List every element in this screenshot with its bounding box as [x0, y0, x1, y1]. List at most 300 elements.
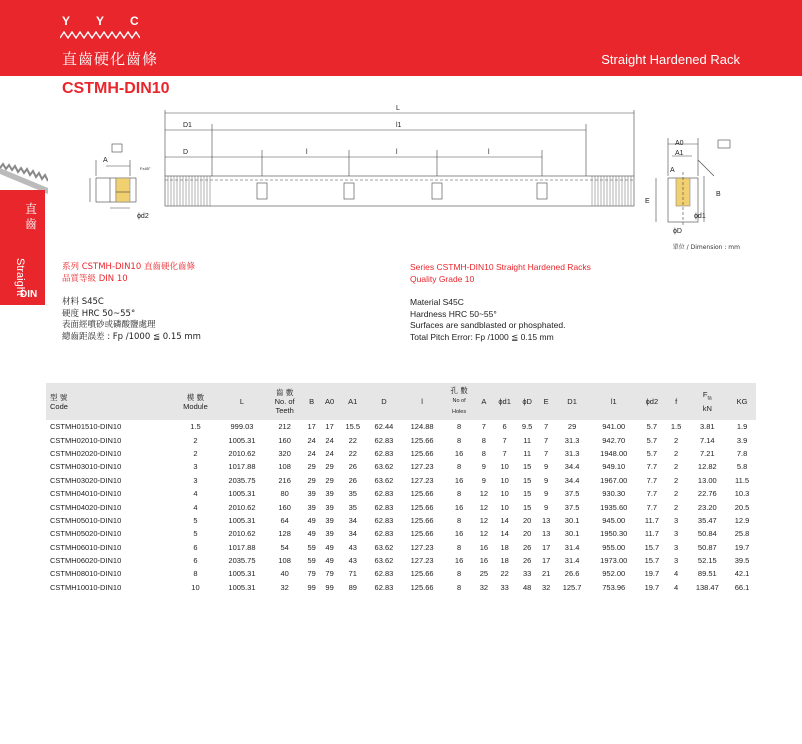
table-cell: 26 — [522, 556, 532, 566]
col-code: 型 號 Code — [50, 392, 68, 411]
table-cell: 1017.88 — [228, 462, 256, 472]
table-cell: 2 — [674, 448, 679, 458]
table-cell: 12 — [479, 502, 489, 512]
table-cell: 62.83 — [374, 435, 394, 445]
table-row — [46, 487, 756, 500]
table-cell: 39 — [325, 515, 334, 525]
table-cell: 23.20 — [697, 502, 717, 512]
table-cell: 320 — [278, 448, 291, 458]
table-cell: 3 — [674, 529, 679, 539]
cell-code: CSTMH02010-DIN10 — [50, 435, 122, 445]
table-cell: 11.5 — [735, 475, 750, 485]
col-l: l — [421, 397, 423, 406]
table-cell: 6 — [502, 422, 507, 432]
table-cell: 19.7 — [734, 542, 750, 552]
table-cell: 8 — [456, 422, 462, 432]
table-cell: 33 — [500, 582, 509, 592]
table-cell: 4 — [674, 582, 679, 592]
table-cell: 2010.62 — [228, 448, 256, 458]
table-cell: 32 — [479, 582, 489, 592]
table-cell: 1017.88 — [228, 542, 256, 552]
table-cell: 2 — [674, 489, 679, 499]
col-d2: ϕd2 — [645, 397, 659, 406]
cell-code: CSTMH06020-DIN10 — [50, 556, 122, 566]
table-cell: 64 — [280, 515, 289, 525]
table-cell: 30.1 — [564, 515, 580, 525]
cell-code: CSTMH06010-DIN10 — [50, 542, 122, 552]
table-cell: 25 — [479, 569, 489, 579]
table-cell: 99 — [325, 582, 334, 592]
brand-logo — [62, 14, 164, 28]
table-cell: 24 — [307, 435, 316, 445]
table-cell: 2010.62 — [228, 529, 256, 539]
table-cell: 125.7 — [562, 582, 582, 592]
table-cell: 127.23 — [410, 556, 434, 566]
info-cn-block — [62, 262, 201, 343]
label-chamfer: Fx45° — [140, 166, 151, 171]
table-row — [46, 581, 756, 594]
table-cell: 10 — [191, 582, 200, 592]
table-row — [46, 554, 756, 567]
label-E: E — [645, 198, 650, 205]
hardness-en: Hardness HRC 50~55° — [410, 308, 497, 319]
table-cell: 108 — [278, 462, 291, 472]
table-cell: 19.7 — [644, 582, 660, 592]
table-cell: 8 — [456, 515, 462, 525]
table-cell: 63.62 — [374, 462, 394, 472]
table-cell: 8 — [456, 542, 462, 552]
table-cell: 1005.31 — [228, 582, 256, 592]
table-cell: 10 — [500, 475, 509, 485]
table-cell: 9.5 — [521, 422, 533, 432]
table-cell: 29 — [567, 422, 577, 432]
table-cell: 63.62 — [374, 475, 394, 485]
table-cell: 35.47 — [697, 515, 717, 525]
table-cell: 3 — [674, 515, 679, 525]
table-cell: 7.7 — [646, 475, 658, 485]
table-row — [46, 567, 756, 580]
table-cell: 8 — [456, 569, 462, 579]
table-cell: 216 — [278, 475, 291, 485]
table-cell: 14 — [500, 515, 509, 525]
table-cell: 63.62 — [374, 542, 394, 552]
table-cell: 19.7 — [644, 569, 660, 579]
table-cell: 12.82 — [697, 462, 717, 472]
quality-en: Quality Grade 10 — [410, 273, 475, 284]
table-cell: 59 — [307, 542, 316, 552]
table-cell: 22 — [348, 435, 357, 445]
table-cell: 15 — [522, 475, 532, 485]
table-cell: 1935.60 — [600, 502, 628, 512]
table-cell: 6 — [193, 542, 198, 552]
label-l: l — [396, 149, 398, 156]
table-row — [46, 433, 756, 446]
info-en-block — [410, 262, 591, 343]
table-cell: 15 — [522, 462, 532, 472]
table-cell: 5.7 — [646, 422, 658, 432]
table-cell: 8 — [481, 448, 486, 458]
table-cell: 9 — [544, 502, 549, 512]
table-cell: 22.76 — [697, 489, 717, 499]
brand-zigzag-icon — [60, 31, 140, 39]
col-l1: l1 — [610, 397, 617, 406]
table-cell: 2 — [674, 435, 679, 445]
table-row — [46, 514, 756, 527]
table-cell: 43 — [348, 556, 357, 566]
table-cell: 125.66 — [410, 435, 434, 445]
table-cell: 1950.30 — [600, 529, 628, 539]
table-cell: 127.23 — [410, 462, 434, 472]
table-cell: 80 — [280, 489, 289, 499]
table-cell: 2 — [674, 462, 679, 472]
table-cell: 2 — [674, 502, 679, 512]
pitch-error-cn: 總齒距誤差 : Fp /1000 ≦ 0.15 mm — [62, 331, 201, 342]
table-cell: 34 — [348, 529, 357, 539]
table-cell: 22 — [500, 569, 509, 579]
rack-gear-icon — [0, 160, 48, 194]
table-cell: 2010.62 — [228, 502, 256, 512]
table-cell: 5 — [193, 515, 198, 525]
table-cell: 949.10 — [602, 462, 626, 472]
label-phi-d1: ϕd1 — [694, 213, 706, 220]
table-cell: 62.83 — [374, 529, 394, 539]
table-cell: 16 — [454, 475, 464, 485]
col-teeth: 齒 數 No. of Teeth — [274, 388, 295, 415]
table-cell: 127.23 — [410, 475, 434, 485]
table-cell: 8 — [481, 435, 486, 445]
table-cell: 26 — [522, 542, 532, 552]
table-cell: 125.66 — [410, 529, 434, 539]
table-cell: 10 — [500, 489, 509, 499]
col-module: 模 數 Module — [183, 392, 208, 411]
table-cell: 16 — [454, 529, 464, 539]
table-cell: 12 — [479, 489, 489, 499]
table-cell: 1.5 — [670, 422, 682, 432]
table-cell: 24 — [325, 448, 334, 458]
table-cell: 11.7 — [644, 529, 659, 539]
table-cell: 15.7 — [644, 556, 660, 566]
table-cell: 7 — [502, 448, 507, 458]
table-cell: 25.8 — [734, 529, 750, 539]
table-cell: 31.4 — [564, 556, 580, 566]
label-l: l — [488, 149, 490, 156]
table-cell: 9 — [544, 489, 549, 499]
table-cell: 2 — [193, 435, 198, 445]
label-phi-d2: ϕd2 — [137, 213, 149, 220]
table-cell: 9 — [481, 462, 486, 472]
table-row — [46, 527, 756, 540]
table-cell: 15.5 — [345, 422, 361, 432]
table-cell: 125.66 — [410, 448, 434, 458]
table-cell: 37.5 — [564, 489, 580, 499]
table-cell: 29 — [325, 475, 334, 485]
table-cell: 952.00 — [602, 569, 626, 579]
table-cell: 13.00 — [697, 475, 717, 485]
technical-drawing — [60, 96, 750, 246]
table-cell: 8 — [456, 489, 462, 499]
table-cell: 1005.31 — [228, 569, 256, 579]
table-cell: 35 — [348, 489, 357, 499]
table-cell: 3 — [193, 462, 198, 472]
table-cell: 62.83 — [374, 502, 394, 512]
label-A0: A0 — [675, 140, 684, 147]
table-row — [46, 420, 756, 433]
table-cell: 941.00 — [602, 422, 626, 432]
table-cell: 930.30 — [602, 489, 626, 499]
table-cell: 7 — [502, 435, 507, 445]
table-cell: 31.3 — [564, 435, 580, 445]
cell-code: CSTMH04010-DIN10 — [50, 489, 122, 499]
table-cell: 49 — [307, 529, 316, 539]
series-en: Series CSTMH-DIN10 Straight Hardened Racks — [410, 262, 591, 272]
table-cell: 212 — [278, 422, 291, 432]
cell-code: CSTMH01510-DIN10 — [50, 422, 122, 432]
table-cell: 1.9 — [736, 422, 748, 432]
front-view — [90, 144, 136, 208]
table-cell: 43 — [348, 542, 357, 552]
table-cell: 11.7 — [644, 515, 659, 525]
table-cell: 11 — [523, 448, 532, 458]
table-cell: 1005.31 — [228, 435, 256, 445]
table-cell: 15.7 — [644, 542, 660, 552]
table-cell: 40 — [280, 569, 289, 579]
table-cell: 128 — [278, 529, 291, 539]
table-cell: 3 — [193, 475, 198, 485]
table-cell: 7 — [481, 422, 486, 432]
table-cell: 62.83 — [374, 569, 394, 579]
table-cell: 49 — [307, 515, 316, 525]
table-cell: 49 — [325, 556, 334, 566]
brand-letter: C — [130, 14, 142, 28]
table-cell: 62.44 — [374, 422, 394, 432]
table-cell: 99 — [307, 582, 316, 592]
table-cell: 15 — [522, 489, 532, 499]
table-cell: 17 — [541, 556, 551, 566]
table-cell: 125.66 — [410, 489, 434, 499]
table-cell: 7.7 — [646, 462, 658, 472]
table-cell: 20 — [522, 529, 532, 539]
table-cell: 16 — [454, 502, 464, 512]
header-title-en: Straight Hardened Rack — [601, 52, 740, 67]
table-cell: 1005.31 — [228, 515, 256, 525]
material-cn: 材料 S45C — [62, 297, 104, 307]
table-cell: 10 — [500, 462, 509, 472]
table-cell: 39 — [307, 502, 316, 512]
table-cell: 16 — [454, 448, 464, 458]
table-cell: 24 — [325, 435, 334, 445]
table-cell: 3.81 — [699, 422, 715, 432]
table-row — [46, 447, 756, 460]
table-cell: 9 — [481, 475, 486, 485]
table-cell: 59 — [307, 556, 316, 566]
table-cell: 1967.00 — [600, 475, 628, 485]
table-cell: 160 — [278, 435, 291, 445]
table-row — [46, 460, 756, 473]
end-view — [656, 138, 730, 226]
table-cell: 66.1 — [734, 582, 750, 592]
table-cell: 12 — [479, 515, 489, 525]
side-tab-en: Straight — [14, 258, 26, 296]
table-cell: 10.3 — [734, 489, 750, 499]
table-cell: 999.03 — [230, 422, 254, 432]
table-cell: 12.9 — [734, 515, 750, 525]
table-cell: 9 — [544, 462, 549, 472]
side-tab-cn: 直齒 — [25, 202, 38, 231]
table-cell: 9 — [544, 475, 549, 485]
table-cell: 62.83 — [374, 582, 394, 592]
table-cell: 3.9 — [736, 435, 748, 445]
table-cell: 12 — [479, 529, 489, 539]
label-l: l — [306, 149, 308, 156]
series-cn: 系列 CSTMH-DIN10 直齒硬化齒條 — [62, 262, 195, 272]
table-cell: 30.1 — [564, 529, 580, 539]
table-cell: 127.23 — [410, 542, 434, 552]
table-cell: 13 — [541, 529, 551, 539]
table-cell: 48 — [522, 582, 532, 592]
table-cell: 79 — [325, 569, 334, 579]
cell-code: CSTMH08010-DIN10 — [50, 569, 122, 579]
label-A: A — [670, 167, 675, 174]
col-B: B — [309, 397, 315, 406]
table-cell: 10 — [500, 502, 509, 512]
table-cell: 3 — [674, 556, 679, 566]
table-cell: 1973.00 — [600, 556, 628, 566]
table-cell: 8 — [193, 569, 198, 579]
table-cell: 5 — [193, 529, 198, 539]
table-cell: 34.4 — [564, 462, 580, 472]
table-header-row — [46, 383, 756, 420]
table-cell: 1.5 — [190, 422, 201, 432]
table-cell: 32 — [280, 582, 289, 592]
table-cell: 18 — [500, 542, 509, 552]
table-cell: 39.5 — [734, 556, 750, 566]
table-cell: 52.15 — [697, 556, 717, 566]
label-l1: l1 — [396, 122, 402, 129]
surface-cn: 表面經噴砂或磷酸鹽處理 — [62, 320, 156, 330]
col-E: E — [543, 397, 549, 406]
table-cell: 1948.00 — [600, 448, 628, 458]
table-cell: 7.21 — [699, 448, 715, 458]
table-cell: 124.88 — [410, 422, 434, 432]
cell-code: CSTMH03010-DIN10 — [50, 462, 122, 472]
hardness-cn: 硬度 HRC 50~55° — [62, 308, 136, 319]
table-cell: 33 — [522, 569, 532, 579]
table-cell: 11 — [523, 435, 532, 445]
pitch-error-en: Total Pitch Error: Fp /1000 ≦ 0.15 mm — [410, 331, 554, 342]
table-cell: 6 — [193, 556, 198, 566]
table-cell: 16 — [479, 556, 489, 566]
cell-code: CSTMH05020-DIN10 — [50, 529, 122, 539]
table-cell: 39 — [325, 489, 334, 499]
table-cell: 50.84 — [697, 529, 717, 539]
header-title-cn: 直齒硬化齒條 — [62, 50, 159, 68]
col-L: L — [239, 397, 245, 406]
cell-code: CSTMH02020-DIN10 — [50, 448, 122, 458]
table-cell: 18 — [500, 556, 509, 566]
table-cell: 29 — [307, 475, 316, 485]
label-A: A — [103, 157, 108, 164]
col-f: f — [675, 397, 678, 406]
table-cell: 79 — [307, 569, 316, 579]
table-cell: 89 — [348, 582, 357, 592]
surface-en: Surfaces are sandblasted or phosphated. — [410, 320, 566, 330]
table-cell: 17 — [325, 422, 334, 432]
table-cell: 5.8 — [736, 462, 748, 472]
cell-code: CSTMH05010-DIN10 — [50, 515, 122, 525]
table-cell: 42.1 — [734, 569, 750, 579]
table-cell: 39 — [325, 529, 334, 539]
table-row — [46, 500, 756, 513]
col-d1: ϕd1 — [498, 397, 511, 406]
table-cell: 2035.75 — [228, 475, 256, 485]
table-cell: 125.66 — [410, 502, 434, 512]
table-cell: 5.7 — [646, 435, 658, 445]
table-row — [46, 474, 756, 487]
brand-letter: Y — [96, 14, 108, 28]
side-tab-din: DIN — [20, 289, 38, 300]
table-cell: 4 — [193, 502, 198, 512]
table-cell: 17 — [307, 422, 316, 432]
table-cell: 89.51 — [697, 569, 717, 579]
table-cell: 22 — [348, 448, 357, 458]
table-cell: 8 — [456, 435, 462, 445]
product-code: CSTMH-DIN10 — [62, 80, 170, 97]
table-cell: 14 — [500, 529, 509, 539]
table-cell: 26 — [348, 462, 357, 472]
table-cell: 20 — [522, 515, 532, 525]
table-cell: 945.00 — [602, 515, 626, 525]
col-D1: D1 — [567, 397, 577, 406]
col-D: D — [381, 397, 387, 406]
table-cell: 20.5 — [734, 502, 750, 512]
table-row — [46, 541, 756, 554]
table-cell: 13 — [541, 515, 551, 525]
table-cell: 35 — [348, 502, 357, 512]
table-cell: 34.4 — [564, 475, 580, 485]
label-L: L — [396, 105, 400, 112]
table-cell: 63.62 — [374, 556, 394, 566]
table-cell: 71 — [348, 569, 357, 579]
cell-code: CSTMH10010-DIN10 — [50, 582, 122, 592]
table-cell: 50.87 — [697, 542, 717, 552]
table-cell: 16 — [479, 542, 489, 552]
table-cell: 942.70 — [602, 435, 626, 445]
label-B: B — [716, 191, 721, 198]
table-cell: 24 — [307, 448, 316, 458]
col-A1: A1 — [348, 397, 358, 406]
table-cell: 160 — [278, 502, 291, 512]
cell-code: CSTMH03020-DIN10 — [50, 475, 122, 485]
table-cell: 62.83 — [374, 448, 394, 458]
col-fta: $F_{ta}$ kN — [702, 390, 712, 413]
cell-code: CSTMH04020-DIN10 — [50, 502, 122, 512]
table-cell: 2 — [193, 448, 198, 458]
table-cell: 108 — [278, 556, 291, 566]
table-cell: 17 — [541, 542, 551, 552]
table-cell: 753.96 — [602, 582, 626, 592]
col-kg: KG — [736, 397, 748, 406]
table-cell: 5.7 — [646, 448, 658, 458]
table-cell: 7 — [544, 435, 549, 445]
table-cell: 39 — [325, 502, 334, 512]
table-cell: 29 — [307, 462, 316, 472]
table-cell: 8 — [456, 582, 462, 592]
table-cell: 138.47 — [695, 582, 719, 592]
table-cell: 1005.31 — [228, 489, 256, 499]
table-cell: 62.83 — [374, 489, 394, 499]
table-cell: 125.66 — [410, 582, 434, 592]
table-cell: 7.7 — [646, 489, 658, 499]
